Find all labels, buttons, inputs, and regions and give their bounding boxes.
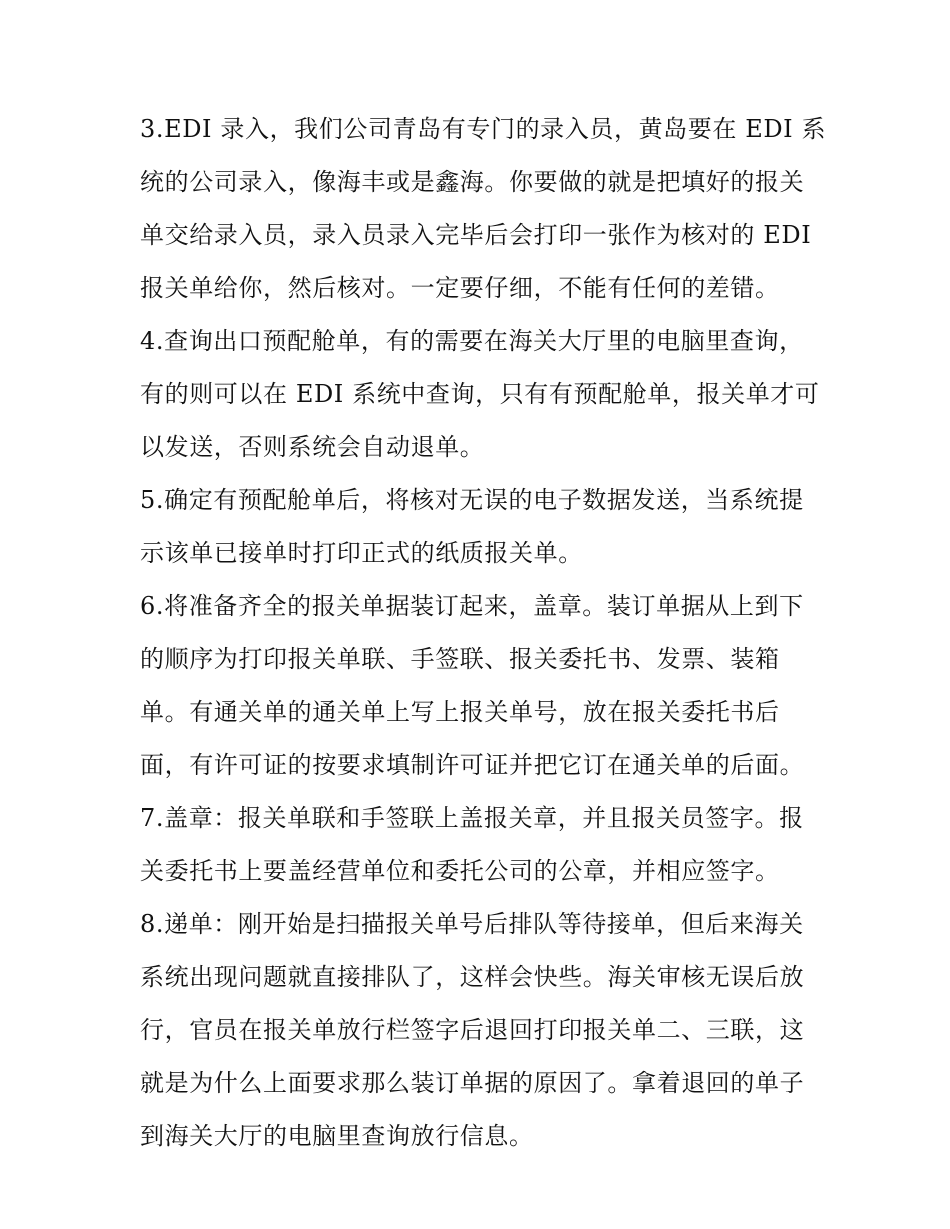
text-line: 8.递单：刚开始是扫描报关单号后排队等待接单，但后来海关 — [140, 910, 804, 938]
text-line: 6.将准备齐全的报关单据装订起来，盖章。装订单据从上到下 — [140, 592, 804, 620]
text-line: 示该单已接单时打印正式的纸质报关单。 — [140, 539, 583, 567]
document-body — [140, 103, 827, 1163]
text-line: 关委托书上要盖经营单位和委托公司的公章，并相应签字。 — [140, 857, 780, 885]
text-line: 到海关大厅的电脑里查询放行信息。 — [140, 1122, 534, 1150]
text-line: 统的公司录入，像海丰或是鑫海。你要做的就是把填好的报关 — [140, 168, 805, 196]
text-line: 行，官员在报关单放行栏签字后退回打印报关单二、三联，这 — [140, 1016, 805, 1044]
text-line: 4.查询出口预配舱单，有的需要在海关大厅里的电脑里查询， — [140, 327, 804, 355]
text-line: 单交给录入员，录入员录入完毕后会打印一张作为核对的 EDI — [140, 221, 812, 249]
text-line: 面，有许可证的按要求填制许可证并把它订在通关单的后面。 — [140, 751, 805, 779]
text-line: 5.确定有预配舱单后，将核对无误的电子数据发送，当系统提 — [140, 486, 804, 514]
text-line: 单。有通关单的通关单上写上报关单号，放在报关委托书后 — [140, 698, 780, 726]
text-line: 报关单给你，然后核对。一定要仔细，不能有任何的差错。 — [140, 274, 780, 302]
text-line: 就是为什么上面要求那么装订单据的原因了。拿着退回的单子 — [140, 1069, 805, 1097]
text-line: 系统出现问题就直接排队了，这样会快些。海关审核无误后放 — [140, 963, 805, 991]
text-line: 有的则可以在 EDI 系统中查询，只有有预配舱单，报关单才可 — [140, 380, 820, 408]
text-line: 以发送，否则系统会自动退单。 — [140, 433, 485, 461]
text-line: 的顺序为打印报关单联、手签联、报关委托书、发票、装箱 — [140, 645, 780, 673]
text-line: 3.EDI 录入，我们公司青岛有专门的录入员，黄岛要在 EDI 系 — [140, 115, 827, 143]
text-line: 7.盖章：报关单联和手签联上盖报关章，并且报关员签字。报 — [140, 804, 804, 832]
